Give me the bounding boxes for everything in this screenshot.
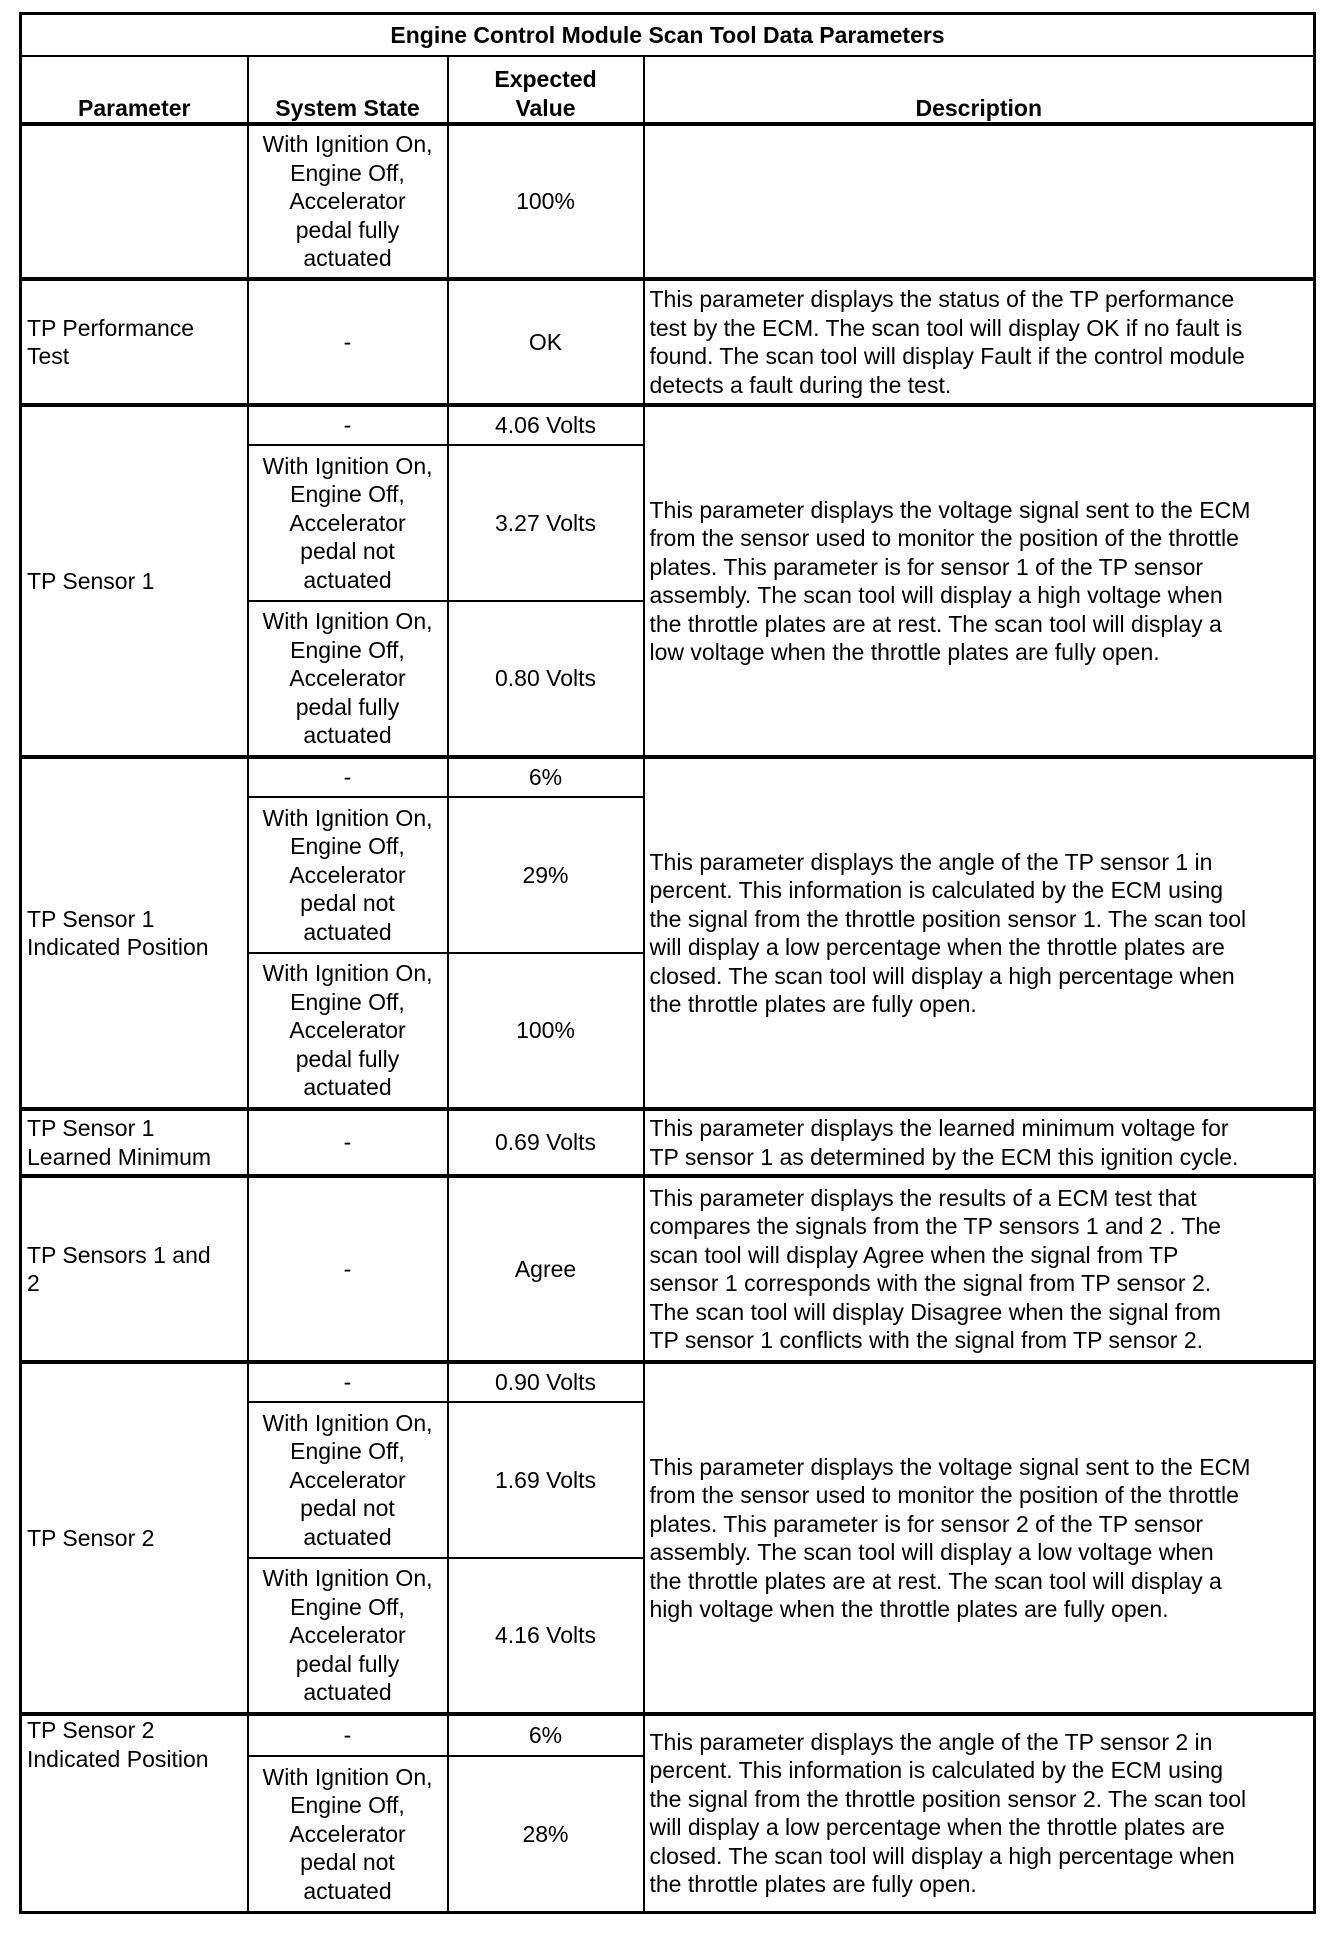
system-state-cell: With Ignition On, Engine Off, Accelerator pedal not actuated: [248, 445, 448, 601]
description-cell: This parameter displays the angle of the TP sensor 2 in percent. This information is calculated by the ECM using the signal from the throttle position sensor 2. The scan tool will display a low percentage when the throttle plates are closed. The scan tool will display a high percentage when the throttle plates are fully open.: [644, 1714, 1315, 1912]
expected-value-cell: 4.16 Volts: [448, 1558, 644, 1714]
system-state-cell: With Ignition On, Engine Off, Accelerator pedal not actuated: [248, 1756, 448, 1912]
parameter-cell: TP Sensor 1 Indicated Position: [21, 757, 248, 1109]
expected-value-cell: 0.69 Volts: [448, 1109, 644, 1176]
table-row: [21, 1362, 1315, 1402]
table-row: [21, 1176, 1315, 1362]
system-state-cell: -: [248, 1714, 448, 1756]
expected-value-cell: 0.90 Volts: [448, 1362, 644, 1402]
description-cell: This parameter displays the angle of the TP sensor 1 in percent. This information is calculated by the ECM using the signal from the throttle position sensor 1. The scan tool will display a low percentage when the throttle plates are closed. The scan tool will display a high percentage when the throttle plates are fully open.: [644, 757, 1315, 1109]
expected-value-cell: 3.27 Volts: [448, 445, 644, 601]
table-body: [21, 124, 1315, 1912]
system-state-cell: With Ignition On, Engine Off, Accelerator pedal fully actuated: [248, 1558, 448, 1714]
expected-value-cell: 6%: [448, 1714, 644, 1756]
description-cell: This parameter displays the voltage signal sent to the ECM from the sensor used to monitor the position of the throttle plates. This parameter is for sensor 1 of the TP sensor assembly. The scan tool will display a high voltage when the throttle plates are at rest. The scan tool will display a low voltage when the throttle plates are fully open.: [644, 405, 1315, 757]
scan-tool-data-table: [19, 12, 1316, 1914]
expected-value-cell: Agree: [448, 1176, 644, 1362]
expected-value-cell: 29%: [448, 797, 644, 953]
system-state-cell: -: [248, 279, 448, 405]
header-description: Description: [644, 56, 1315, 124]
expected-value-cell: 100%: [448, 953, 644, 1109]
description-cell: [644, 124, 1315, 279]
expected-value-cell: 1.69 Volts: [448, 1402, 644, 1558]
header-system-state: System State: [248, 56, 448, 124]
table-row: [21, 405, 1315, 445]
system-state-cell: With Ignition On, Engine Off, Accelerator pedal not actuated: [248, 1402, 448, 1558]
system-state-cell: With Ignition On, Engine Off, Accelerator pedal not actuated: [248, 797, 448, 953]
system-state-cell: With Ignition On, Engine Off, Accelerator pedal fully actuated: [248, 953, 448, 1109]
description-cell: This parameter displays the results of a ECM test that compares the signals from the TP sensors 1 and 2 . The scan tool will display Agree when the signal from TP sensor 1 corresponds with the signal from TP sensor 2. The scan tool will display Disagree when the signal from TP sensor 1 conflicts with the signal from TP sensor 2.: [644, 1176, 1315, 1362]
system-state-cell: -: [248, 1176, 448, 1362]
system-state-cell: -: [248, 1362, 448, 1402]
table-row: [21, 1714, 1315, 1756]
header-parameter: Parameter: [21, 56, 248, 124]
description-cell: This parameter displays the learned minimum voltage for TP sensor 1 as determined by the ECM this ignition cycle.: [644, 1109, 1315, 1176]
expected-value-cell: 28%: [448, 1756, 644, 1912]
header-expected-value: Expected Value: [448, 56, 644, 124]
table-title: Engine Control Module Scan Tool Data Parameters: [21, 14, 1315, 57]
expected-value-cell: 6%: [448, 757, 644, 797]
description-cell: This parameter displays the voltage signal sent to the ECM from the sensor used to monitor the position of the throttle plates. This parameter is for sensor 2 of the TP sensor assembly. The scan tool will display a low voltage when the throttle plates are at rest. The scan tool will display a high voltage when the throttle plates are fully open.: [644, 1362, 1315, 1714]
parameter-cell: TP Sensor 2 Indicated Position: [21, 1714, 248, 1912]
parameter-cell: TP Sensor 2: [21, 1362, 248, 1714]
parameter-cell: TP Sensors 1 and 2: [21, 1176, 248, 1362]
system-state-cell: With Ignition On, Engine Off, Accelerator pedal fully actuated: [248, 124, 448, 279]
parameter-cell: [21, 124, 248, 279]
system-state-cell: -: [248, 757, 448, 797]
system-state-cell: -: [248, 405, 448, 445]
table-row: [21, 757, 1315, 797]
parameter-cell: TP Sensor 1 Learned Minimum: [21, 1109, 248, 1176]
description-cell: This parameter displays the status of the TP performance test by the ECM. The scan tool will display OK if no fault is found. The scan tool will display Fault if the control module detects a fault during the test.: [644, 279, 1315, 405]
table-row: [21, 279, 1315, 405]
system-state-cell: -: [248, 1109, 448, 1176]
system-state-cell: With Ignition On, Engine Off, Accelerator pedal fully actuated: [248, 601, 448, 757]
expected-value-cell: OK: [448, 279, 644, 405]
expected-value-cell: 100%: [448, 124, 644, 279]
expected-value-cell: 0.80 Volts: [448, 601, 644, 757]
expected-value-cell: 4.06 Volts: [448, 405, 644, 445]
table-row: [21, 124, 1315, 279]
parameter-cell: TP Sensor 1: [21, 405, 248, 757]
parameter-cell: TP Performance Test: [21, 279, 248, 405]
table-row: [21, 1109, 1315, 1176]
